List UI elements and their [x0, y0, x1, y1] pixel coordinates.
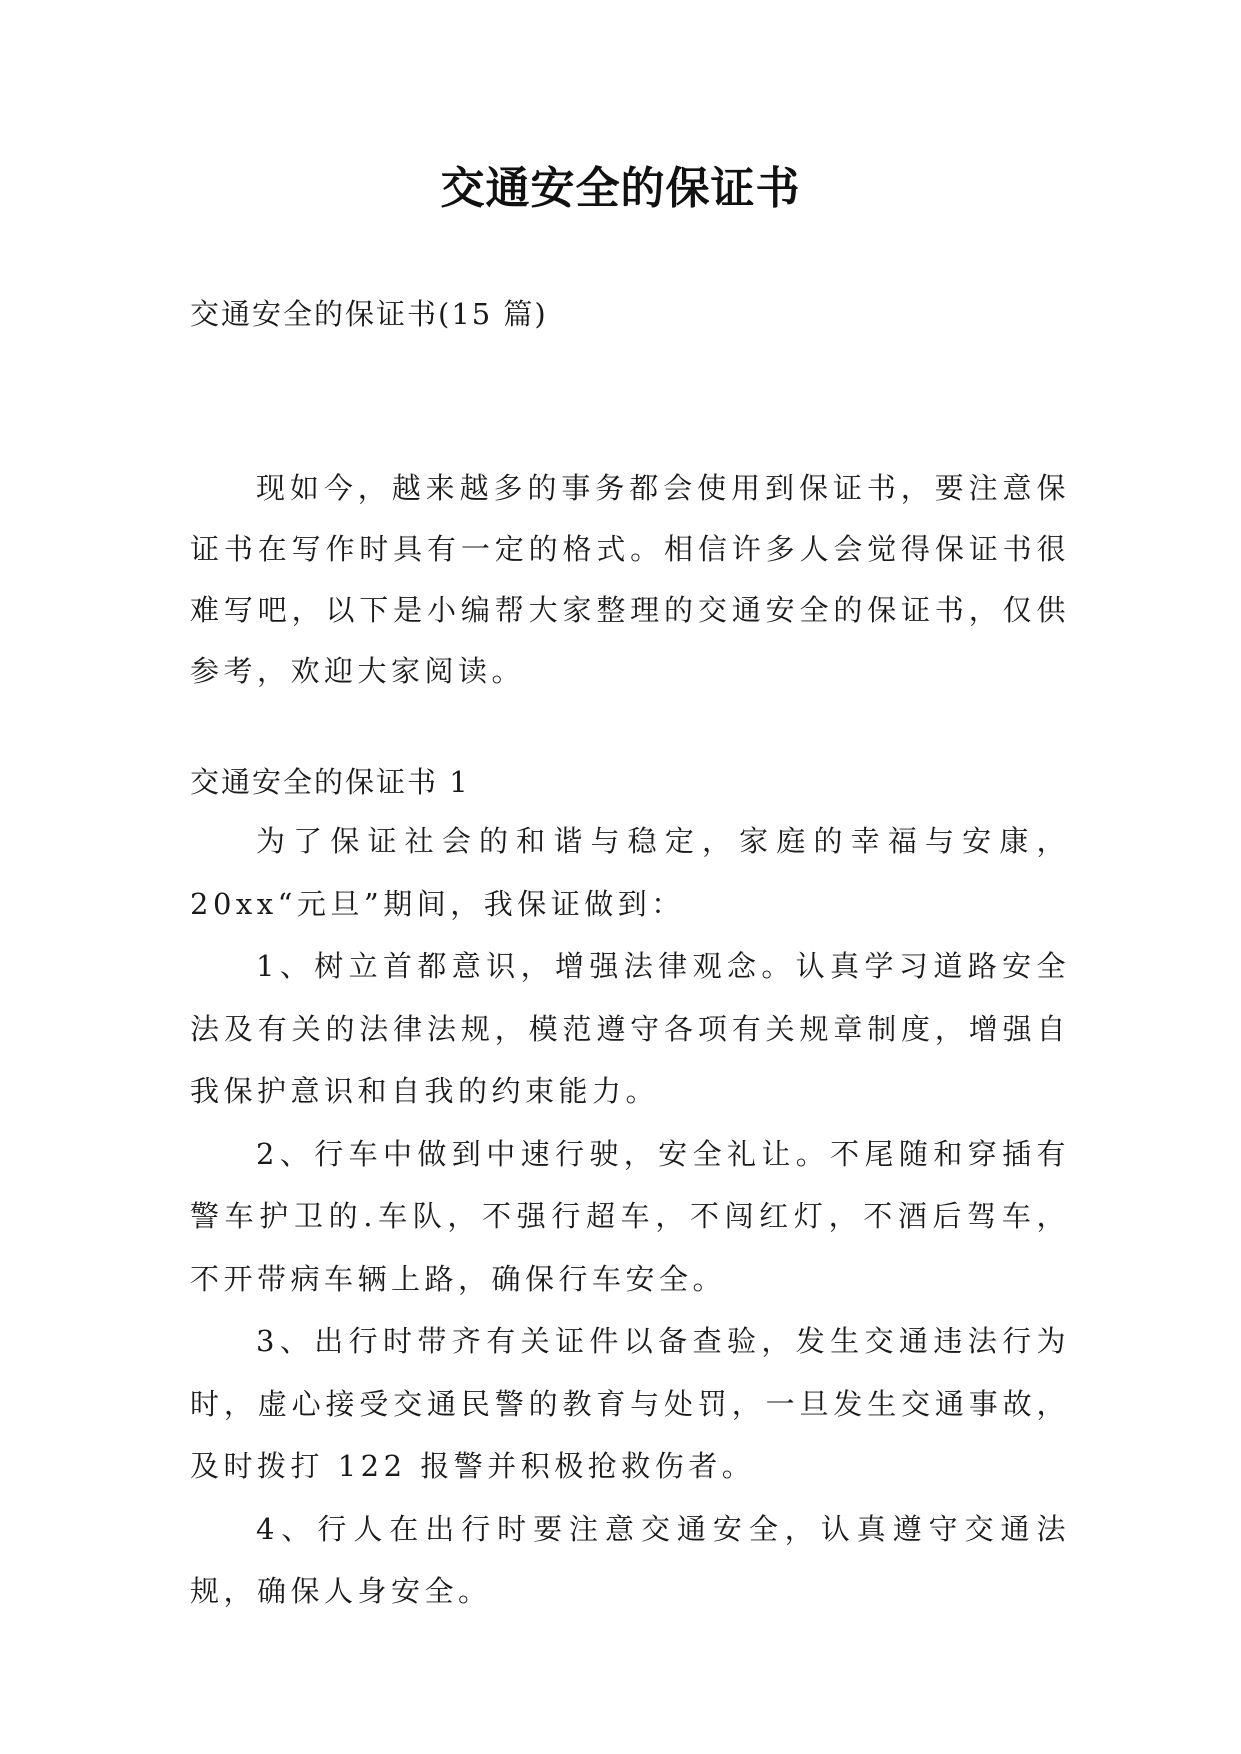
- section-body: [190, 810, 1070, 1623]
- body-paragraph: 2、行车中做到中速行驶，安全礼让。不尾随和穿插有警车护卫的.车队，不强行超车，不闯红灯，不酒后驾车，不开带病车辆上路，确保行车安全。: [190, 1136, 1070, 1296]
- body-paragraph: 4、行人在出行时要注意交通安全，认真遵守交通法规，确保人身安全。: [190, 1511, 1070, 1608]
- document-title: 交通安全的保证书: [440, 163, 801, 214]
- body-paragraph: 为了保证社会的和谐与稳定，家庭的幸福与安康，20xx“元旦”期间，我保证做到：: [190, 824, 1070, 921]
- intro-paragraph: 现如今，越来越多的事务都会使用到保证书，要注意保证书在写作时具有一定的格式。相信许多人会觉得保证书很难写吧，以下是小编帮大家整理的交通安全的保证书，仅供参考，欢迎大家阅读。: [190, 471, 1070, 688]
- document-subtitle: 交通安全的保证书(15 篇): [190, 297, 548, 331]
- body-paragraph: 3、出行时带齐有关证件以备查验，发生交通违法行为时，虚心接受交通民警的教育与处罚，一旦发生交通事故，及时拨打 122 报警并积极抢救伤者。: [190, 1324, 1070, 1483]
- section-heading: 交通安全的保证书 1: [190, 765, 470, 799]
- body-paragraph: 1、树立首都意识，增强法律观念。认真学习道路安全法及有关的法律法规，模范遵守各项有关规章制度，增强自我保护意识和自我的约束能力。: [190, 949, 1070, 1108]
